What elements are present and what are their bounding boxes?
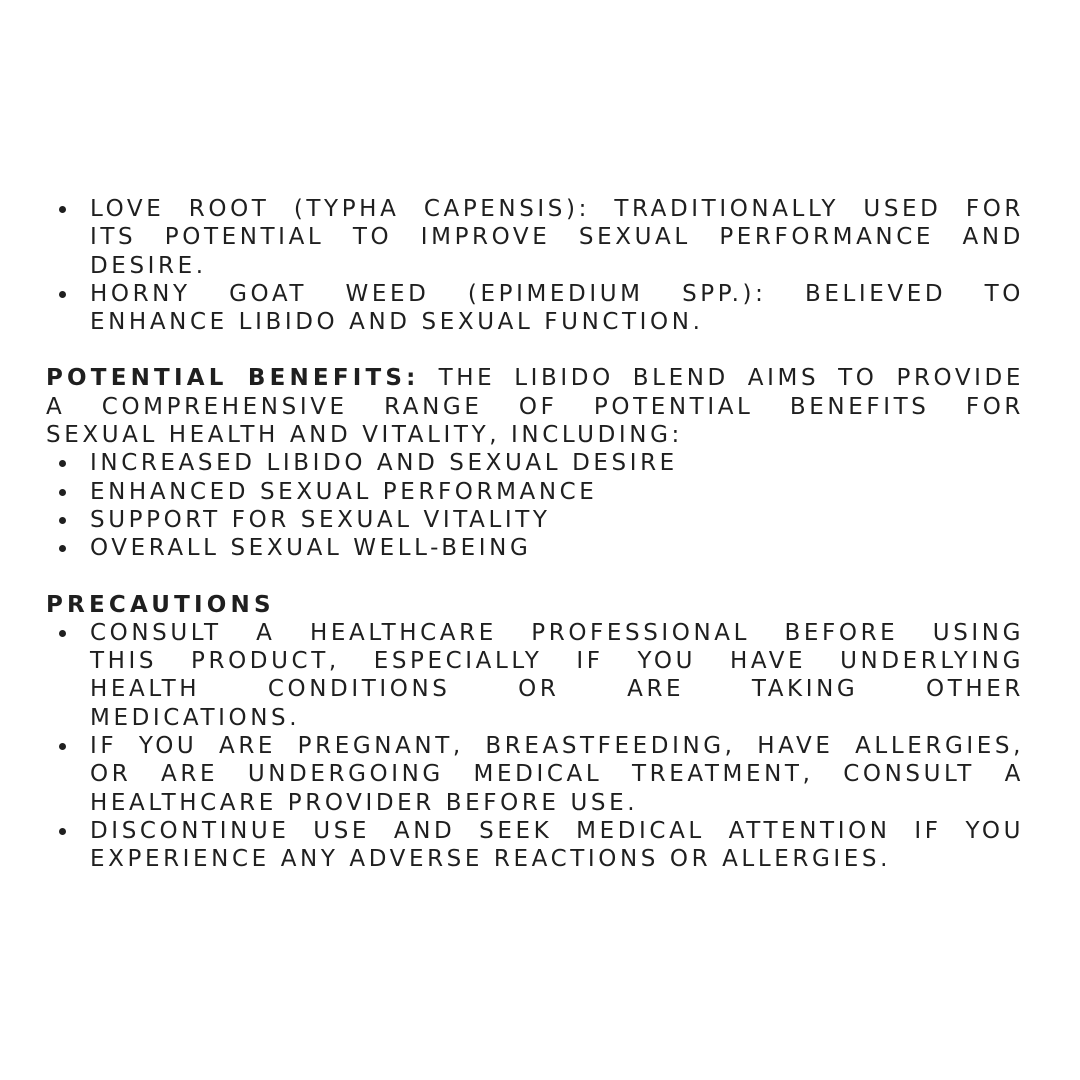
benefit-item	[46, 534, 1024, 562]
ingredient-list	[46, 195, 1024, 336]
bullet-icon	[59, 828, 66, 835]
bullet-icon	[59, 545, 66, 552]
text-line: CONSULT A HEALTHCARE PROFESSIONAL BEFORE USING	[90, 619, 1024, 646]
text-line: IF YOU ARE PREGNANT, BREASTFEEDING, HAVE ALLERGIES,	[90, 733, 1024, 760]
text-line: SEXUAL HEALTH AND VITALITY, INCLUDING:	[46, 422, 683, 449]
text-line: ITS POTENTIAL TO IMPROVE SEXUAL PERFORMANCE AND	[90, 224, 1024, 251]
section-gap	[46, 336, 1024, 364]
benefits-list	[46, 449, 1024, 562]
text-line: DISCONTINUE USE AND SEEK MEDICAL ATTENTION IF YOU	[90, 817, 1024, 844]
precautions-list	[46, 619, 1024, 874]
document-page	[46, 195, 1024, 874]
text-line: HEALTHCARE PROVIDER BEFORE USE.	[90, 789, 639, 816]
benefits-heading: POTENTIAL BENEFITS:	[46, 365, 420, 392]
benefit-item	[46, 506, 1024, 534]
text-line: EXPERIENCE ANY ADVERSE REACTIONS OR ALLERGIES.	[90, 846, 891, 873]
precaution-item	[46, 732, 1024, 817]
text-line: MEDICATIONS.	[90, 704, 301, 731]
text-line: HORNY GOAT WEED (EPIMEDIUM SPP.): BELIEVED TO	[90, 280, 1024, 307]
text-line: LOVE ROOT (TYPHA CAPENSIS): TRADITIONALLY USED FOR	[90, 196, 1024, 222]
bullet-icon	[59, 460, 66, 467]
benefits-intro	[46, 364, 1024, 449]
benefit-item	[46, 449, 1024, 477]
text-line: ENHANCED SEXUAL PERFORMANCE	[90, 478, 598, 505]
text-line	[46, 364, 1024, 392]
text-line: OVERALL SEXUAL WELL-BEING	[90, 535, 532, 562]
bullet-icon	[59, 630, 66, 637]
text-line: INCREASED LIBIDO AND SEXUAL DESIRE	[90, 450, 678, 477]
text-line: SUPPORT FOR SEXUAL VITALITY	[90, 506, 551, 533]
benefit-item	[46, 478, 1024, 506]
text-line: ENHANCE LIBIDO AND SEXUAL FUNCTION.	[90, 309, 704, 336]
bullet-icon	[59, 743, 66, 750]
bullet-icon	[59, 517, 66, 524]
benefits-intro-text: THE LIBIDO BLEND AIMS TO PROVIDE	[419, 365, 1024, 392]
text-line: THIS PRODUCT, ESPECIALLY IF YOU HAVE UNDERLYING	[90, 648, 1024, 675]
bullet-icon	[59, 291, 66, 298]
text-line: OR ARE UNDERGOING MEDICAL TREATMENT, CONSULT A	[90, 761, 1024, 788]
ingredient-item-horny-goat-weed	[46, 280, 1024, 337]
text-line: DESIRE.	[90, 252, 207, 279]
precaution-item	[46, 817, 1024, 874]
precaution-item	[46, 619, 1024, 732]
ingredient-item-love-root	[46, 195, 1024, 280]
section-gap	[46, 563, 1024, 591]
bullet-icon	[59, 206, 66, 213]
text-line: HEALTH CONDITIONS OR ARE TAKING OTHER	[90, 676, 1024, 703]
precautions-heading: PRECAUTIONS	[46, 591, 275, 618]
bullet-icon	[59, 489, 66, 496]
text-line: A COMPREHENSIVE RANGE OF POTENTIAL BENEFITS FOR	[46, 393, 1024, 420]
